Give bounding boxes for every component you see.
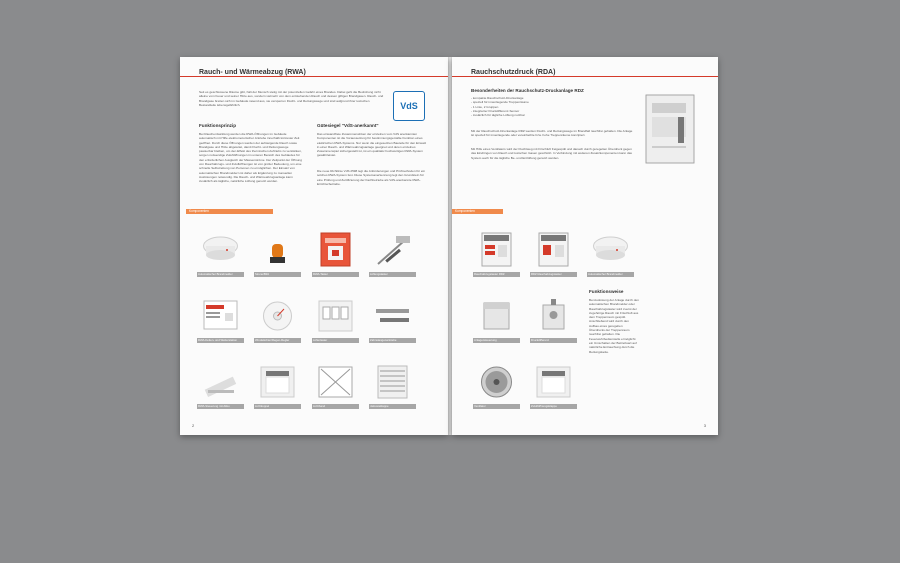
wind-rain-regulator-icon xyxy=(257,297,298,335)
product-card xyxy=(369,363,416,412)
smoke-button-icon xyxy=(533,231,574,269)
product-card xyxy=(530,231,577,280)
product-caption: RWA-Taster xyxy=(312,272,359,277)
product-card xyxy=(473,363,520,412)
pressure-sensor-icon xyxy=(533,297,574,335)
skylight-icon xyxy=(257,363,298,401)
product-card xyxy=(197,363,244,412)
smoke-button-icon xyxy=(476,231,517,269)
product-caption: Automatischer Brandmelder xyxy=(197,272,244,277)
intro-text: Seit es geschlossene Räume gibt, hält der Mensch stetig mit der potenziellen Gefahr eines Brandes. Dabei geht die Bedrohung nicht alleine vom Feuer und seiner Hitze aus, sondern vielmehr von dem entstehenden Rauch und dessen giftigen Brandgasen. Rauch- und Brandgase breiten sich im Gebäude rasend aus, sie versperren Flucht- und Rettungswege und sind aufgrund ihrer toxischen Bestandteile lebensgefährlich. xyxy=(199,90,384,107)
product-caption: Lichtband xyxy=(312,404,359,409)
rdz-subtitle: Besonderheiten der Rauchschutz-Druckanlage RDZ xyxy=(471,88,584,93)
section-text-guetesiegel-2: Die neue Richtlinie VdS 2598 legt die Anforderungen und Prüfmethoden für ein solches RWA-System fest. Diese Systemanerkennung legt den Grundstein für eine Prüfung und Zertifizierung der Fachbetriebe als VdS-anerkannte RWA-Errichterbetriebe. xyxy=(317,169,426,186)
product-card xyxy=(473,231,520,280)
header-rule xyxy=(452,76,718,77)
detail-text: Mit Hilfe eines Ventilators wird der Fluchtweg mit Frischluft freigespült und danach durch geregelten Überdruck gegen das Eindringen von Rauch und toxischen Gasen geschützt. In Verbindung mit weiteren Zusatzkomponenten kann das System auch für die tägliche Be- und Entlüftung genutzt werden. xyxy=(471,147,632,160)
product-caption: Lüftungstaster xyxy=(369,272,416,277)
page-number: 3 xyxy=(703,423,706,428)
section-title-funktionsprinzip: Funktionsprinzip xyxy=(199,123,237,128)
product-card xyxy=(530,363,577,412)
supply-air-flap-icon xyxy=(533,363,574,401)
section-title-guetesiegel: Gütesiegel "VdS-anerkannt" xyxy=(317,123,379,128)
product-caption: Druckdifferenz xyxy=(530,338,577,343)
product-caption: RWA-Steuerung mit Akku xyxy=(197,404,244,409)
control-panel-icon xyxy=(200,297,241,335)
product-caption: Ventilator xyxy=(473,404,520,409)
vent-actuator-icon xyxy=(372,231,413,269)
right-page xyxy=(452,57,718,435)
product-card xyxy=(369,231,416,280)
rack-drive-icon xyxy=(372,297,413,335)
smoke-detector-icon xyxy=(590,231,631,269)
product-caption: Jalousieklappe xyxy=(369,404,416,409)
components-bar: Komponenten xyxy=(186,209,273,214)
section-text-guetesiegel: Das einwandfreie Zusammenwirken der einzelnen vom VdS anerkannten Komponenten ist die Voraussetzung für bestimmungsgemäße Funktion eines elektrischen RWA-Systems. Nur wenn die eingesetzten Bauteile für den Einsatz in einer Rauch- und Wärmeabzugsanlage geeignet und deren einzelnes Zusammenspiel sichergestellt ist, ist ein qualitativ hochwertiges RWA-System gewährleistet. xyxy=(317,132,427,158)
control-cabinet-icon xyxy=(642,91,702,169)
product-caption: RDZ Rauchabzugstaster xyxy=(530,272,577,277)
list-item: - 1 Linie, 2 Gruppen xyxy=(471,104,499,109)
product-caption: Automatischer Brandmelder xyxy=(587,272,634,277)
section-text-funktionsprinzip: Bei Rauchentwicklung werden die RWA-Öffnungen im Gebäude automatisch mit Hilfe elektromotorischer Antriebe innerhalb kürzester Zeit geöffnet. Durch diese Öffnungen werden der aufsteigende Rauch sowie Brandgase und Hitze abgeleitet, damit Flucht- und Rettungswege passierbar bleiben, um den Effekt des thermischen Auftriebs zu verstärken, sorgen notwendige Zuluftöffnungen im unteren Bereich des Gebäudes für den erforderlichen Ausgleich der Massenströme. Der Zeitpunkt der Öffnung von Rauchabzugs- und Zuluftöffnungen ist von großer Bedeutung, um eine schnelle Selbstrettung von Personen zu ermöglichen. Der Einsatz von automatischen Brandmeldern ist daher als Ergänzung zu manuellen Auslösungen notwendig. Die Rauch- und Wärmeabzugsanlage kann zusätzlich als tägliche, natürliche Lüftung genutzt werden. xyxy=(199,132,302,184)
product-caption: Rauchabzugstaster RDZ xyxy=(473,272,520,277)
fan-icon xyxy=(476,363,517,401)
product-card xyxy=(254,297,301,346)
smoke-detector-icon xyxy=(200,231,241,269)
light-band-icon xyxy=(315,363,356,401)
section-title-funktionsweise: Funktionsweise xyxy=(589,289,624,294)
product-card xyxy=(197,231,244,280)
list-item: - zusätzlich für tägliche Lüftung nutzbar xyxy=(471,113,525,118)
product-card xyxy=(530,297,577,346)
feature-list xyxy=(471,96,621,117)
rwa-controller-icon xyxy=(200,363,241,401)
product-caption: Zahnstangenantriebe xyxy=(369,338,416,343)
rwa-button-icon xyxy=(315,231,356,269)
left-page xyxy=(180,57,448,435)
list-item: - integrierter Druckdifferenz-Sensor xyxy=(471,108,520,113)
page-number: 2 xyxy=(192,423,195,428)
header-rule xyxy=(180,76,448,77)
product-card xyxy=(254,363,301,412)
intro-text: Mit der Rauchschutz-Druckanlage RDZ werden Flucht- und Rettungswege im Brandfall rauchfrei gehalten. Die Anlage ist speziell für innenliegende oder vereinfachte bzw. hohe Treppenräume konzipiert. xyxy=(471,129,633,138)
product-card xyxy=(473,297,520,346)
product-card xyxy=(197,297,244,346)
product-caption: Lüftertaster xyxy=(312,338,359,343)
product-card xyxy=(312,231,359,280)
product-caption: Windwächter/Regen-Regler xyxy=(254,338,301,343)
vent-switch-icon xyxy=(315,297,356,335)
components-bar: Komponenten xyxy=(452,209,503,214)
product-card xyxy=(587,231,634,280)
control-box-icon xyxy=(476,297,517,335)
product-card xyxy=(312,363,359,412)
product-caption: RWA-Ketten- und Wetterstation xyxy=(197,338,244,343)
product-card xyxy=(369,297,416,346)
louvre-flap-icon xyxy=(372,363,413,401)
product-card xyxy=(254,231,301,280)
list-item: - kompakte Rauchschutz-Druckanlage xyxy=(471,96,524,100)
page-title: Rauch- und Wärmeabzug (RWA) xyxy=(199,69,306,76)
product-card xyxy=(312,297,359,346)
product-caption: Sirene/Blitz xyxy=(254,272,301,277)
product-caption: Anlagensteuerung xyxy=(473,338,520,343)
product-caption: Lichtkuppel xyxy=(254,404,301,409)
page-title: Rauchschutzdruck (RDA) xyxy=(471,69,556,76)
list-item: - speziell für innenliegende Treppenräume xyxy=(471,100,529,105)
section-text-funktionsweise: Bei Auslösung der Anlage durch den automatischen Brandmelder oder Rauchabzugstaster wird zuerst der zugehörige Rauch mit Frischluft aus dem Treppenraum gespült. Anschließend wird durch den Aufbau eines geregelten Überdrucks der Treppenraum rauchfrei gehalten. Die Feuerwehrbedienstelle ermöglicht ein Umschalten der Betriebsart auf natürliche Entrauchung durch die Rettungskette. xyxy=(589,298,639,354)
beacon-icon xyxy=(257,231,298,269)
product-caption: Zuluftöffnungsklappe xyxy=(530,404,577,409)
vds-logo: VdS xyxy=(393,91,425,121)
